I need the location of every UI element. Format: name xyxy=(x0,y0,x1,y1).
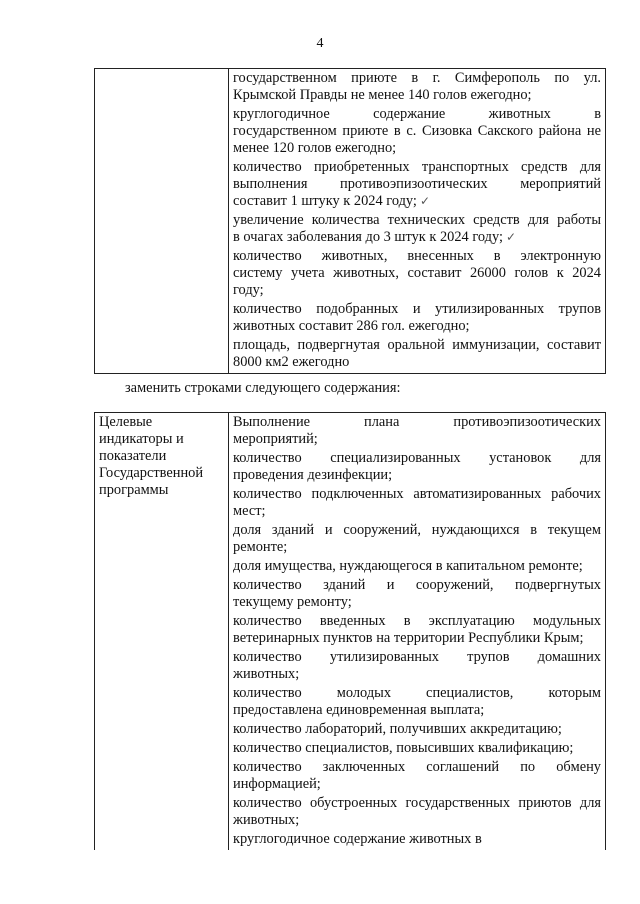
text-line: предоставлена единовременная выплата; xyxy=(233,702,485,718)
list-item xyxy=(233,649,601,683)
list-item xyxy=(233,159,601,210)
text-line: животных; xyxy=(233,666,300,682)
indicators-table-old xyxy=(94,68,606,374)
text-line: текущему ремонту; xyxy=(233,594,352,610)
text-line: количество лабораторий, получивших аккредитацию; xyxy=(233,721,562,737)
list-item xyxy=(233,558,601,575)
list-item xyxy=(233,522,601,556)
label-line: Государственной xyxy=(99,465,204,481)
list-item xyxy=(233,212,601,246)
list-item xyxy=(233,685,601,719)
list-item xyxy=(233,831,601,848)
text-line: количество зданий и сооружений, подвергнутых xyxy=(233,577,601,593)
list-item xyxy=(233,414,601,448)
text-line: проведения дезинфекции; xyxy=(233,467,393,483)
list-item xyxy=(233,486,601,520)
text-line: менее 120 голов ежегодно; xyxy=(233,140,397,156)
label-line: показатели xyxy=(99,448,167,464)
text-line: количество животных, внесенных в электронную xyxy=(233,248,601,264)
list-item xyxy=(233,577,601,611)
text-line: Выполнение плана противоэпизоотических xyxy=(233,414,601,430)
text-line: животных; xyxy=(233,812,300,828)
text-line: ремонте; xyxy=(233,539,288,555)
list-item xyxy=(233,740,601,757)
text-line: количество обустроенных государственных приютов для xyxy=(233,795,601,811)
text-line: количество специалистов, повысивших квалификацию; xyxy=(233,740,574,756)
list-item xyxy=(233,301,601,335)
text-line: количество молодых специалистов, которым xyxy=(233,685,601,701)
list-item xyxy=(233,450,601,484)
text-line: государственном приюте в г. Симферополь по ул. xyxy=(233,70,601,86)
list-item xyxy=(233,613,601,647)
text-line: выполнения противоэпизоотических мероприятий xyxy=(233,176,601,192)
table-cell-label xyxy=(95,413,229,851)
text-line: количество подключенных автоматизированных рабочих xyxy=(233,486,601,502)
text-line: информацией; xyxy=(233,776,321,792)
text-line: количество введенных в эксплуатацию модульных xyxy=(233,613,601,629)
text-line: мероприятий; xyxy=(233,431,318,447)
text-line: животных составит 286 гол. ежегодно; xyxy=(233,318,470,334)
list-item xyxy=(233,248,601,299)
text-line: ветеринарных пунктов на территории Республики Крым; xyxy=(233,630,584,646)
list-item xyxy=(233,759,601,793)
table-row xyxy=(95,69,606,374)
table-cell-content xyxy=(229,69,606,374)
text-line: в очагах заболевания до 3 штук к 2024 году; ✓ xyxy=(233,229,517,245)
text-line: площадь, подвергнутая оральной иммунизации, составит xyxy=(233,337,601,353)
label-line: программы xyxy=(99,482,169,498)
text-line: круглогодичное содержание животных в xyxy=(233,106,601,122)
list-item xyxy=(233,795,601,829)
list-item xyxy=(233,721,601,738)
text-line: количество специализированных установок для xyxy=(233,450,601,466)
text-line: количество подобранных и утилизированных трупов xyxy=(233,301,601,317)
list-item xyxy=(233,106,601,157)
text-line: количество приобретенных транспортных средств для xyxy=(233,159,601,175)
text-line: доля зданий и сооружений, нуждающихся в текущем xyxy=(233,522,601,538)
text-line: составит 1 штуку к 2024 году; ✓ xyxy=(233,193,430,209)
text-line: государственном приюте в с. Сизовка Сакского района не xyxy=(233,123,601,139)
list-item xyxy=(233,70,601,104)
indicators-table-new xyxy=(94,412,606,850)
text-line: количество утилизированных трупов домашних xyxy=(233,649,601,665)
text-line: систему учета животных, составит 26000 голов к 2024 xyxy=(233,265,601,281)
table-cell-content xyxy=(229,413,606,851)
text-line: увеличение количества технических средств для работы xyxy=(233,212,601,228)
page-number: 4 xyxy=(316,36,324,51)
text-line: 8000 км2 ежегодно xyxy=(233,354,350,370)
label-line: индикаторы и xyxy=(99,431,184,447)
text-line: мест; xyxy=(233,503,266,519)
text-line: Крымской Правды не менее 140 голов ежегодно; xyxy=(233,87,532,103)
text-line: доля имущества, нуждающегося в капитальном ремонте; xyxy=(233,558,583,574)
text-line: круглогодичное содержание животных в xyxy=(233,831,482,847)
label-line: Целевые xyxy=(99,414,153,430)
text-line: году; xyxy=(233,282,264,298)
check-mark-icon: ✓ xyxy=(506,230,517,244)
list-item xyxy=(233,337,601,371)
table-cell-label xyxy=(95,69,229,374)
check-mark-icon: ✓ xyxy=(419,194,430,208)
text-line: количество заключенных соглашений по обмену xyxy=(233,759,601,775)
table-row xyxy=(95,413,606,851)
replacement-instruction: заменить строками следующего содержания: xyxy=(125,380,401,396)
